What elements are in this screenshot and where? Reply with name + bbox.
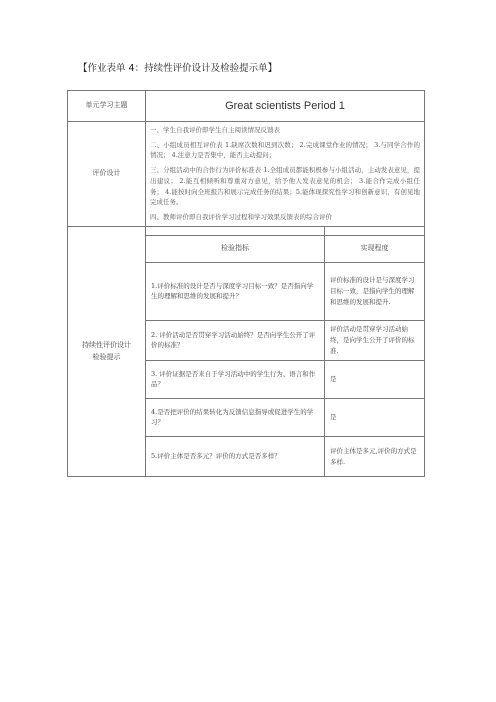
result-3: 是 <box>325 360 425 398</box>
check-label <box>68 226 146 477</box>
indicator-2: 2. 评价活动是否贯穿学习活动始终？是否向学生公开了评价的标准？ <box>146 320 325 360</box>
check-content <box>146 226 425 477</box>
evaluation-form-table <box>67 90 425 477</box>
check-table <box>146 227 424 477</box>
design-item-teacher: 四、教师评价即自我评价学习过程和学习效果反馈表的综合评价 <box>150 213 332 222</box>
design-content <box>146 122 425 227</box>
indicator-4: 4.是否把评价的结果转化为反馈信息指导或促进学生的学习？ <box>146 398 325 436</box>
check-row-2 <box>146 320 424 360</box>
check-row-1 <box>146 262 424 320</box>
check-row-5 <box>146 436 424 476</box>
check-row-3 <box>146 360 424 398</box>
unit-topic-value: Great scientists Period 1 <box>146 91 425 122</box>
design-item-self: 一、学生自我评价即学生自主阅读情况反馈表 <box>150 126 280 134</box>
design-item-group: 三、分组活动中的合作行为评价标准表 1.全组成员都能积极参与小组活动，主动发表意见，提出建议； 2.能互相倾听和尊重对方意见，给予他人发表意见的机会； 3.能合作完成小组任务； 4.能按时向全班报告和展示完成任务的结果；5.能体现探究性学习和创新意识，有创见地完成任务。 <box>150 166 420 207</box>
document-title: 【作业表单 4：持续性评价设计及检验提示单】 <box>78 63 278 74</box>
check-row-4 <box>146 398 424 436</box>
indicator-header: 检验指标 <box>146 235 325 262</box>
unit-topic-row <box>68 91 425 122</box>
result-5: 评价主体是多元,评价的方式是多样. <box>325 436 425 476</box>
design-label: 评价设计 <box>68 122 146 227</box>
result-header: 实现程度 <box>325 235 425 262</box>
indicator-5: 5.评价主体是否多元？评价的方式是否多样？ <box>146 436 325 476</box>
result-4: 是 <box>325 398 425 436</box>
check-header-row <box>146 235 424 262</box>
check-label-line2: 检验提示 <box>92 352 121 361</box>
indicator-3: 3. 评价证据是否来自于学习活动中的学生行为、语言和作品？ <box>146 360 325 398</box>
design-row <box>68 122 425 227</box>
check-row <box>68 226 425 477</box>
design-item-peer: 二、小组成员相互评价表 1.缺席次数和迟到次数； 2.完成课堂作业的情况； 3.与同学合作的情况； 4.注意力是否集中，能否主动提问； <box>150 140 420 160</box>
result-1: 评价标准的设计是与深度学习目标一致，是指向学生的理解和思维的发展和提升. <box>325 262 425 320</box>
indicator-1: 1.评价标准的设计是否与深度学习目标一致？是否指向学生的理解和思维的发展和提升？ <box>146 262 325 320</box>
check-spacer-row <box>146 227 424 236</box>
check-label-line1: 持续性评价设计 <box>82 340 131 349</box>
unit-topic-label: 单元学习主题 <box>68 91 146 122</box>
result-2: 评价活动是贯穿学习活动始终，是向学生公开了评价的标准. <box>325 320 425 360</box>
